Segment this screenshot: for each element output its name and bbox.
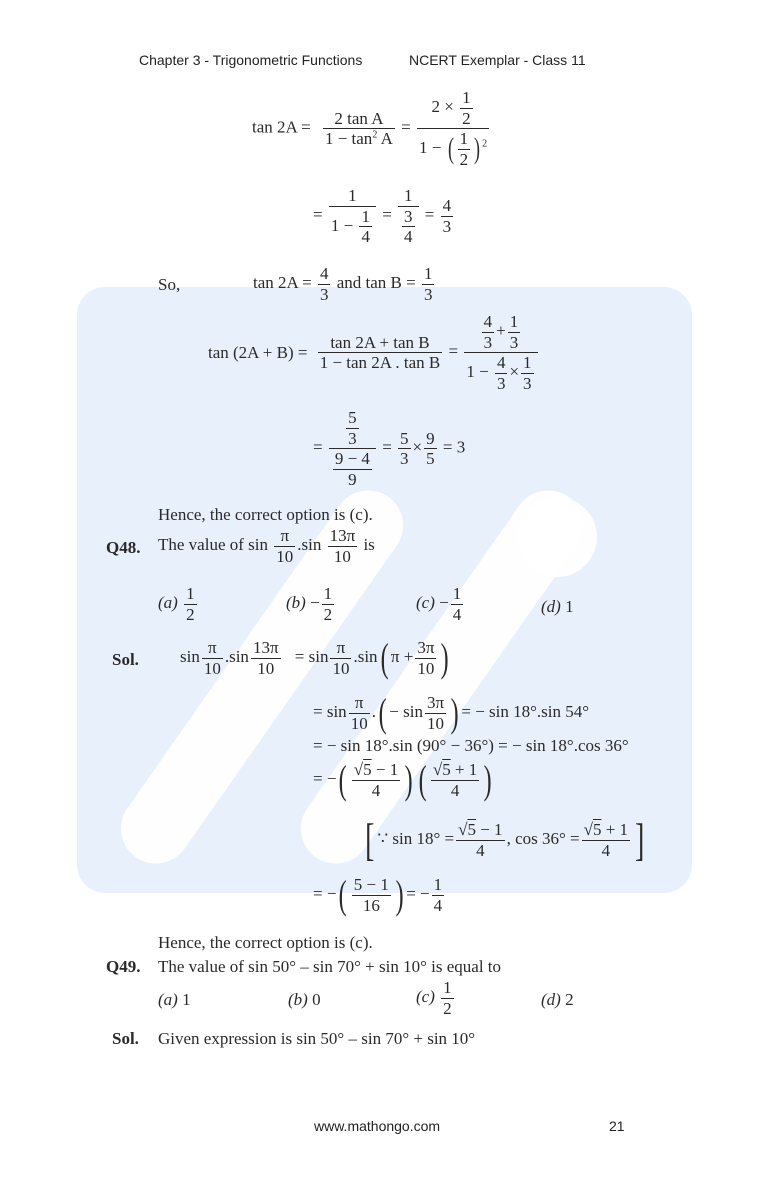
q49-number: Q49. <box>106 957 141 976</box>
watermark-dot <box>517 497 597 577</box>
q48-option-b: (b) − $\frac{1}{2}$ <box>286 584 333 624</box>
q48-conclusion: Hence, the correct option is (c). <box>158 933 373 952</box>
fraction: $\frac{1}{\frac{3}{4}}$ <box>398 186 419 247</box>
q48-number: Q48. <box>106 538 141 557</box>
chapter-title: Chapter 3 - Trigonometric Functions <box>139 52 363 68</box>
q48-option-d: (d) 1 <box>541 597 574 616</box>
fraction: 2 × $\frac{1}{2}$ 1 − ( $\frac{1}{2}$ ) $^2$ <box>419 88 488 169</box>
fraction: $\frac{\text{2 tan A}}{1 - \tan^2 A}$ <box>324 108 393 149</box>
q48-sol-step3: = − sin 18°.sin (90° − 36°) = − sin 18°.cos 36° <box>313 736 629 755</box>
q48-sol-step5: = −( $\frac{5 - 1}{16}$ ) = − $\frac{1}{4}$ <box>313 872 443 918</box>
q48-option-a: (a) $\frac{1}{2}$ <box>158 584 195 624</box>
q48-option-c: (c) − $\frac{1}{4}$ <box>416 584 462 624</box>
q47-conclusion: Hence, the correct option is (c). <box>158 505 373 524</box>
page-number: 21 <box>609 1118 625 1134</box>
q49-option-c: (c) $\frac{1}{2}$ <box>416 978 452 1018</box>
q49-option-b: (b) 0 <box>288 990 321 1009</box>
q48-question: The value of sin $\frac{\pi}{10}$ .sin $\frac{13\pi}{10}$ is <box>158 526 375 566</box>
book-title: NCERT Exemplar - Class 11 <box>409 52 586 68</box>
equation-result-3: = $\frac{\frac{5}{3}}{\frac{9 - 4}{9}}$ = $\frac{5}{3}$ × $\frac{9}{5}$ = 3 <box>313 408 466 489</box>
equation-values: tan 2A = $\frac{4}{3}$ and tan B = $\frac{1}{3}$ <box>253 264 433 304</box>
equation-simplify: = 1 1 − $\frac{1}{4}$ = $\frac{1}{\frac{3}{4}}$ = $\frac{4}{3}$ <box>313 186 452 247</box>
q48-sol-note: [ ∵ sin 18° = $\frac{√5 - 1}{4}$ , cos 36° = $\frac{√5 + 1}{4}$ ] <box>365 814 645 865</box>
q48-sol-step4: = −( $\frac{√5 - 1}{4}$ ) ( $\frac{√5 + 1}{4}$ ) <box>313 757 492 803</box>
q49-sol-text: Given expression is sin 50° – sin 70° + sin 10° <box>158 1029 476 1048</box>
q49-sol-label: Sol. <box>112 1029 139 1048</box>
equation-lhs: tan 2A = <box>252 117 311 137</box>
equation-tan2a: tan 2A = $\frac{\text{2 tan A}}{1 - \tan^2 A}$ = 2 × $\frac{1}{2}$ 1 − ( $\frac{1}{2}$ ) $^2$ <box>252 88 488 169</box>
so-label: So, <box>158 275 181 294</box>
fraction: 1 1 − $\frac{1}{4}$ <box>329 186 376 247</box>
q48-sol-step2: = sin $\frac{\pi}{10}$ .( − sin $\frac{3\pi}{10}$ ) = − sin 18°.sin 54° <box>313 690 590 736</box>
q49-option-d: (d) 2 <box>541 990 574 1009</box>
fraction: $\frac{4}{3}$ <box>442 196 452 236</box>
q48-sol-step1: sin $\frac{\pi}{10}$ .sin $\frac{13\pi}{10}$ = sin $\frac{\pi}{10}$ .sin( π + $\frac{3\pi}{10}$ ) <box>180 635 450 681</box>
footer-website: www.mathongo.com <box>314 1118 441 1134</box>
q49-question: The value of sin 50° – sin 70° + sin 10° is equal to <box>158 957 502 976</box>
equation-tan2a-plus-b: tan (2A + B) = $\frac{\text{tan 2A + tan B}}{\text{1 − tan 2A . tan B}}$ = $\frac{4}{3}$ + $\frac{1}{3}$ 1 − $\frac{4}{3}$ × $\frac{1}{3}$ <box>208 312 540 393</box>
q49-option-a: (a) 1 <box>158 990 191 1009</box>
q48-sol-label: Sol. <box>112 650 139 669</box>
